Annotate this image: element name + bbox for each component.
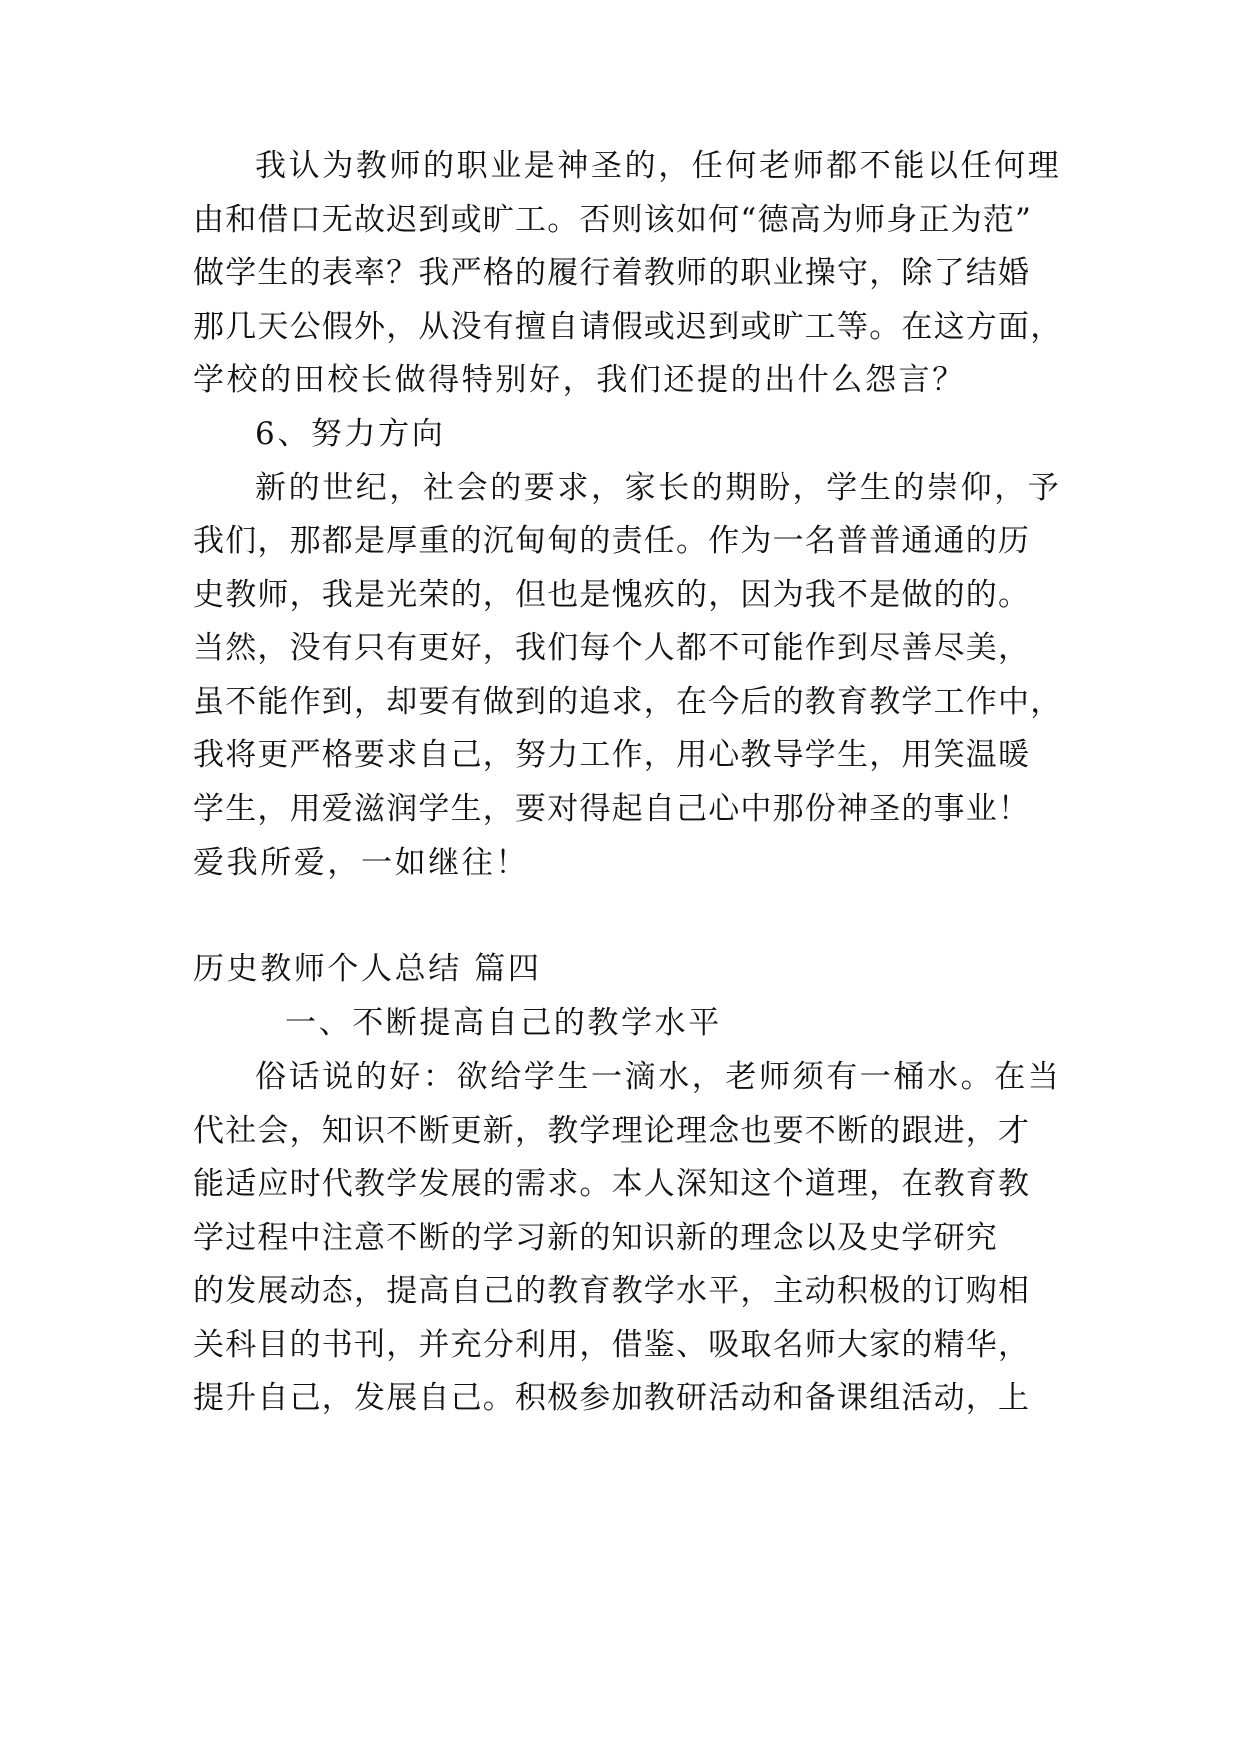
paragraph-2-line-7: 学生，用爱滋润学生，要对得起自己心中那份神圣的事业！ bbox=[193, 791, 1031, 827]
paragraph-1-line-4: 那几天公假外，从没有擅自请假或迟到或旷工等。在这方面， bbox=[193, 309, 1063, 345]
article-heading: 历史教师个人总结 篇四 bbox=[193, 951, 542, 987]
paragraph-3-line-7: 提升自己，发展自己。积极参加教研活动和备课组活动，上 bbox=[193, 1380, 1031, 1416]
section-heading-6: 6、努力方向 bbox=[255, 416, 446, 452]
paragraph-3-line-5: 的发展动态，提高自己的教育教学水平，主动积极的订购相 bbox=[193, 1273, 1031, 1309]
paragraph-3-line-6: 关科目的书刊，并充分利用，借鉴、吸取名师大家的精华， bbox=[193, 1327, 1031, 1363]
paragraph-1-line-3: 做学生的表率？我严格的履行着教师的职业操守，除了结婚 bbox=[193, 255, 1031, 291]
paragraph-3-line-3: 能适应时代教学发展的需求。本人深知这个道理，在教育教 bbox=[193, 1166, 1031, 1202]
paragraph-2-line-1: 新的世纪，社会的要求，家长的期盼，学生的崇仰，予 bbox=[255, 470, 1062, 506]
paragraph-1-line-2: 由和借口无故迟到或旷工。否则该如何“德高为师身正为范” bbox=[193, 202, 1033, 238]
paragraph-3-line-1: 俗话说的好：欲给学生一滴水，老师须有一桶水。在当 bbox=[255, 1059, 1062, 1095]
paragraph-2-line-3: 史教师，我是光荣的，但也是愧疚的，因为我不是做的的。 bbox=[193, 577, 1031, 613]
paragraph-1-line-1: 我认为教师的职业是神圣的，任何老师都不能以任何理 bbox=[255, 148, 1062, 184]
paragraph-1-line-5: 学校的田校长做得特别好，我们还提的出什么怨言？ bbox=[193, 362, 966, 398]
paragraph-2-line-4: 当然，没有只有更好，我们每个人都不可能作到尽善尽美， bbox=[193, 630, 1031, 666]
paragraph-3-line-4: 学过程中注意不断的学习新的知识新的理念以及史学研究 bbox=[193, 1220, 998, 1256]
paragraph-2-line-8: 爱我所爱，一如继往！ bbox=[193, 845, 529, 881]
paragraph-3-line-2: 代社会，知识不断更新，教学理论理念也要不断的跟进，才 bbox=[193, 1113, 1031, 1149]
paragraph-2-line-2: 我们，那都是厚重的沉甸甸的责任。作为一名普普通通的历 bbox=[193, 523, 1031, 559]
paragraph-2-line-6: 我将更严格要求自己，努力工作，用心教导学生，用笑温暖 bbox=[193, 737, 1031, 773]
paragraph-2-line-5: 虽不能作到，却要有做到的追求，在今后的教育教学工作中， bbox=[193, 684, 1063, 720]
sub-heading-1: 一、不断提高自己的教学水平 bbox=[285, 1005, 722, 1041]
